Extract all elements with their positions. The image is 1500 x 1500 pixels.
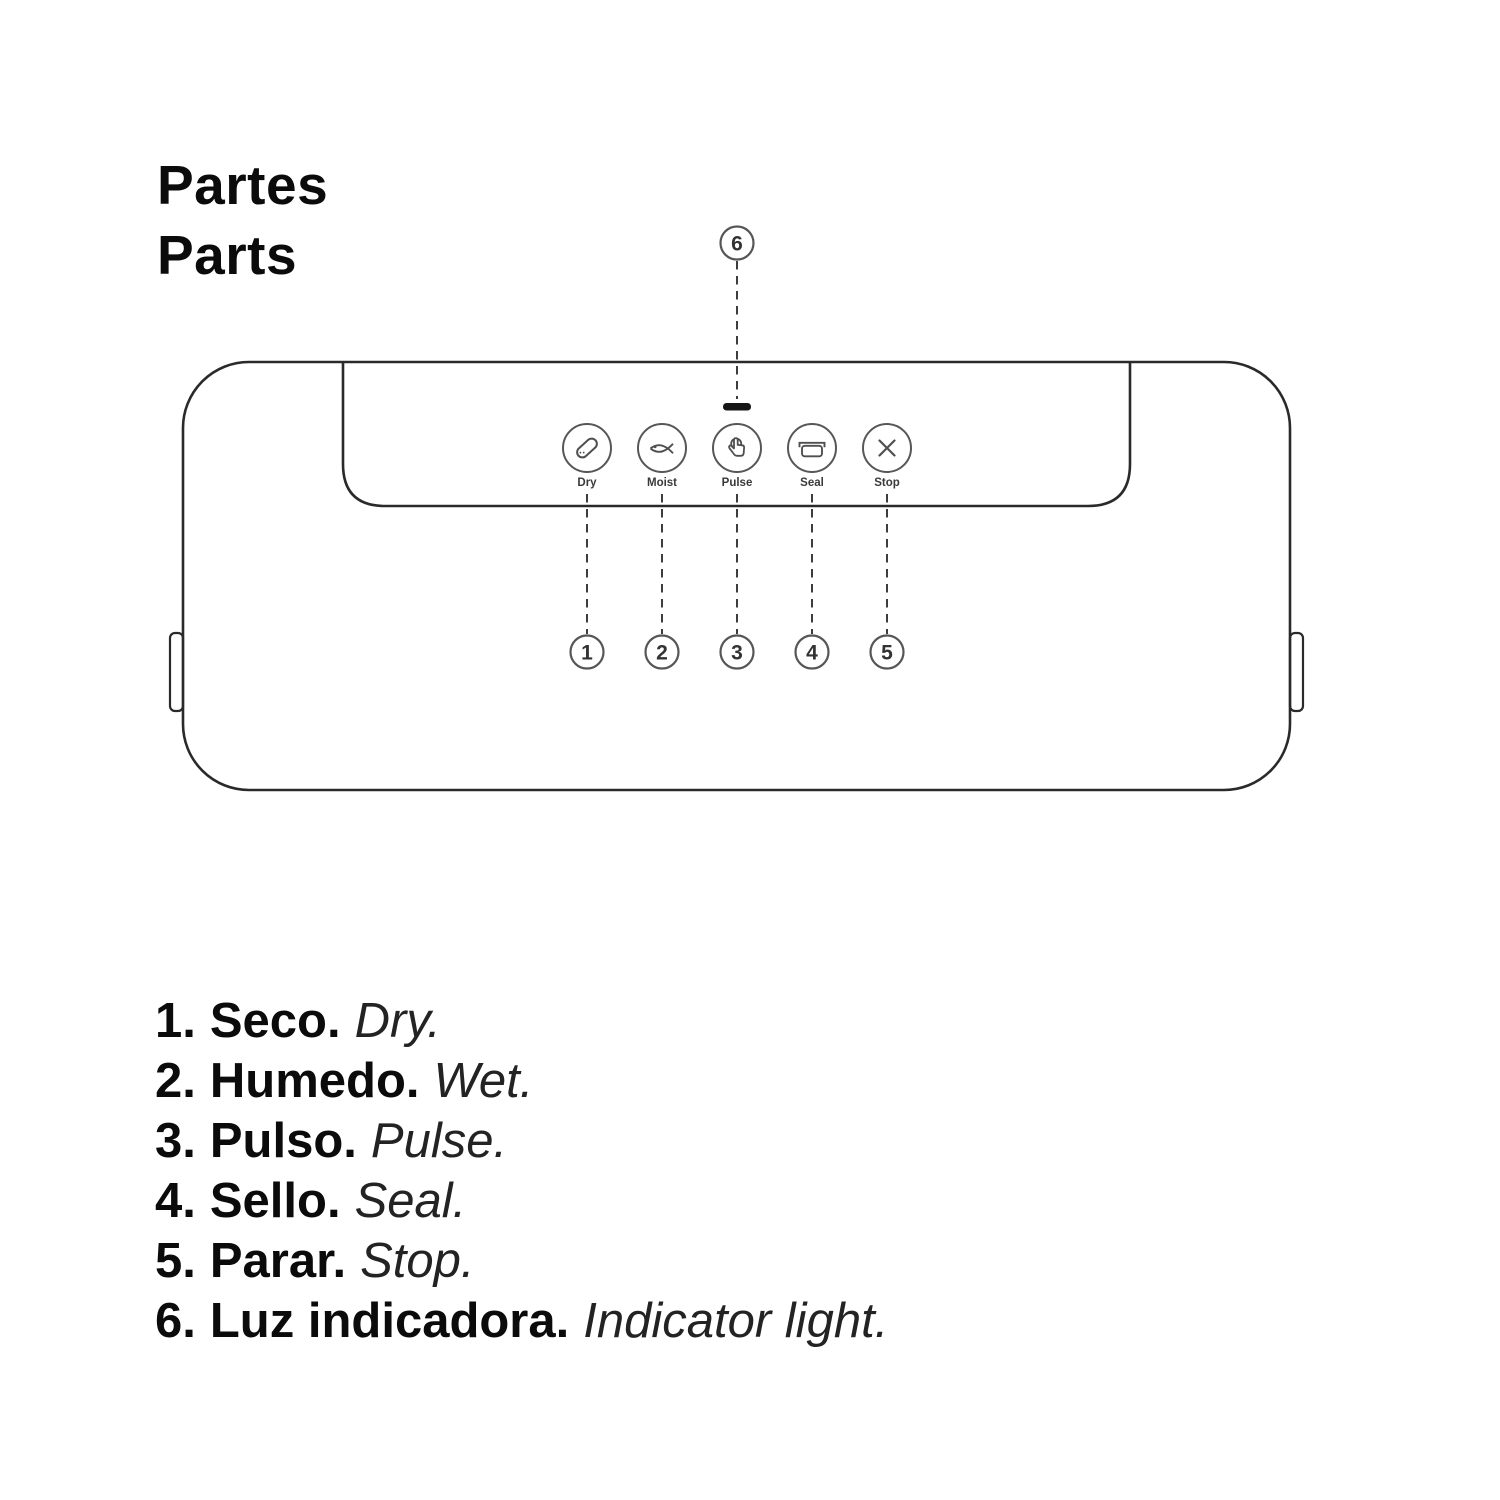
seal-button-circle [788,424,836,472]
title-english: Parts [157,224,298,286]
legend-3-english: Pulse. [370,1114,508,1168]
callout-5-number: 5 [881,641,893,665]
legend-3-number: 3. [155,1114,196,1168]
callout-5 [871,636,904,669]
dry-button-circle [563,424,611,472]
seal-button-label: Seal [800,477,824,489]
legend-item-5 [155,1231,888,1291]
legend-item-2 [155,1051,888,1111]
legend-5-english: Stop. [360,1234,475,1288]
pulse-button-label: Pulse [721,477,753,489]
legend-5-spanish: Parar. [209,1234,347,1288]
legend-6-english: Indicator light. [583,1294,889,1348]
callout-3-number: 3 [731,641,743,665]
legend-1-number: 1. [155,994,196,1048]
legend-4-number: 4. [155,1174,196,1228]
callout-2 [646,636,679,669]
left-latch-tab [170,633,183,711]
legend-5-number: 5. [155,1234,196,1288]
title-spanish: Partes [157,154,329,216]
callout-4 [796,636,829,669]
callout-1 [571,636,604,669]
legend-item-6 [155,1291,888,1351]
legend-4-spanish: Sello. [209,1174,341,1228]
legend-4-english: Seal. [354,1174,467,1228]
legend-6-number: 6. [155,1294,196,1348]
callout-1-number: 1 [581,641,593,665]
legend-item-1 [155,991,888,1051]
right-latch-tab [1290,633,1303,711]
callout-3 [721,636,754,669]
dry-button-label: Dry [577,477,597,489]
legend-3-spanish: Pulso. [209,1114,357,1168]
legend-1-spanish: Seco. [209,994,341,1048]
legend-list [155,991,888,1351]
vacuum-sealer-diagram [150,210,1320,820]
legend-2-english: Wet. [433,1054,534,1108]
indicator-light [723,403,751,411]
callout-4-number: 4 [806,641,818,665]
moist-button-label: Moist [646,477,678,489]
stop-button-label: Stop [874,477,900,489]
legend-6-spanish: Luz indicadora. [209,1294,570,1348]
legend-2-number: 2. [155,1054,196,1108]
moist-button-circle [638,424,686,472]
legend-item-4 [155,1171,888,1231]
callout-2-number: 2 [656,641,668,665]
legend-2-spanish: Humedo. [209,1054,420,1108]
callout-6-number: 6 [731,232,743,256]
legend-item-3 [155,1111,888,1171]
legend-1-english: Dry. [354,994,441,1048]
